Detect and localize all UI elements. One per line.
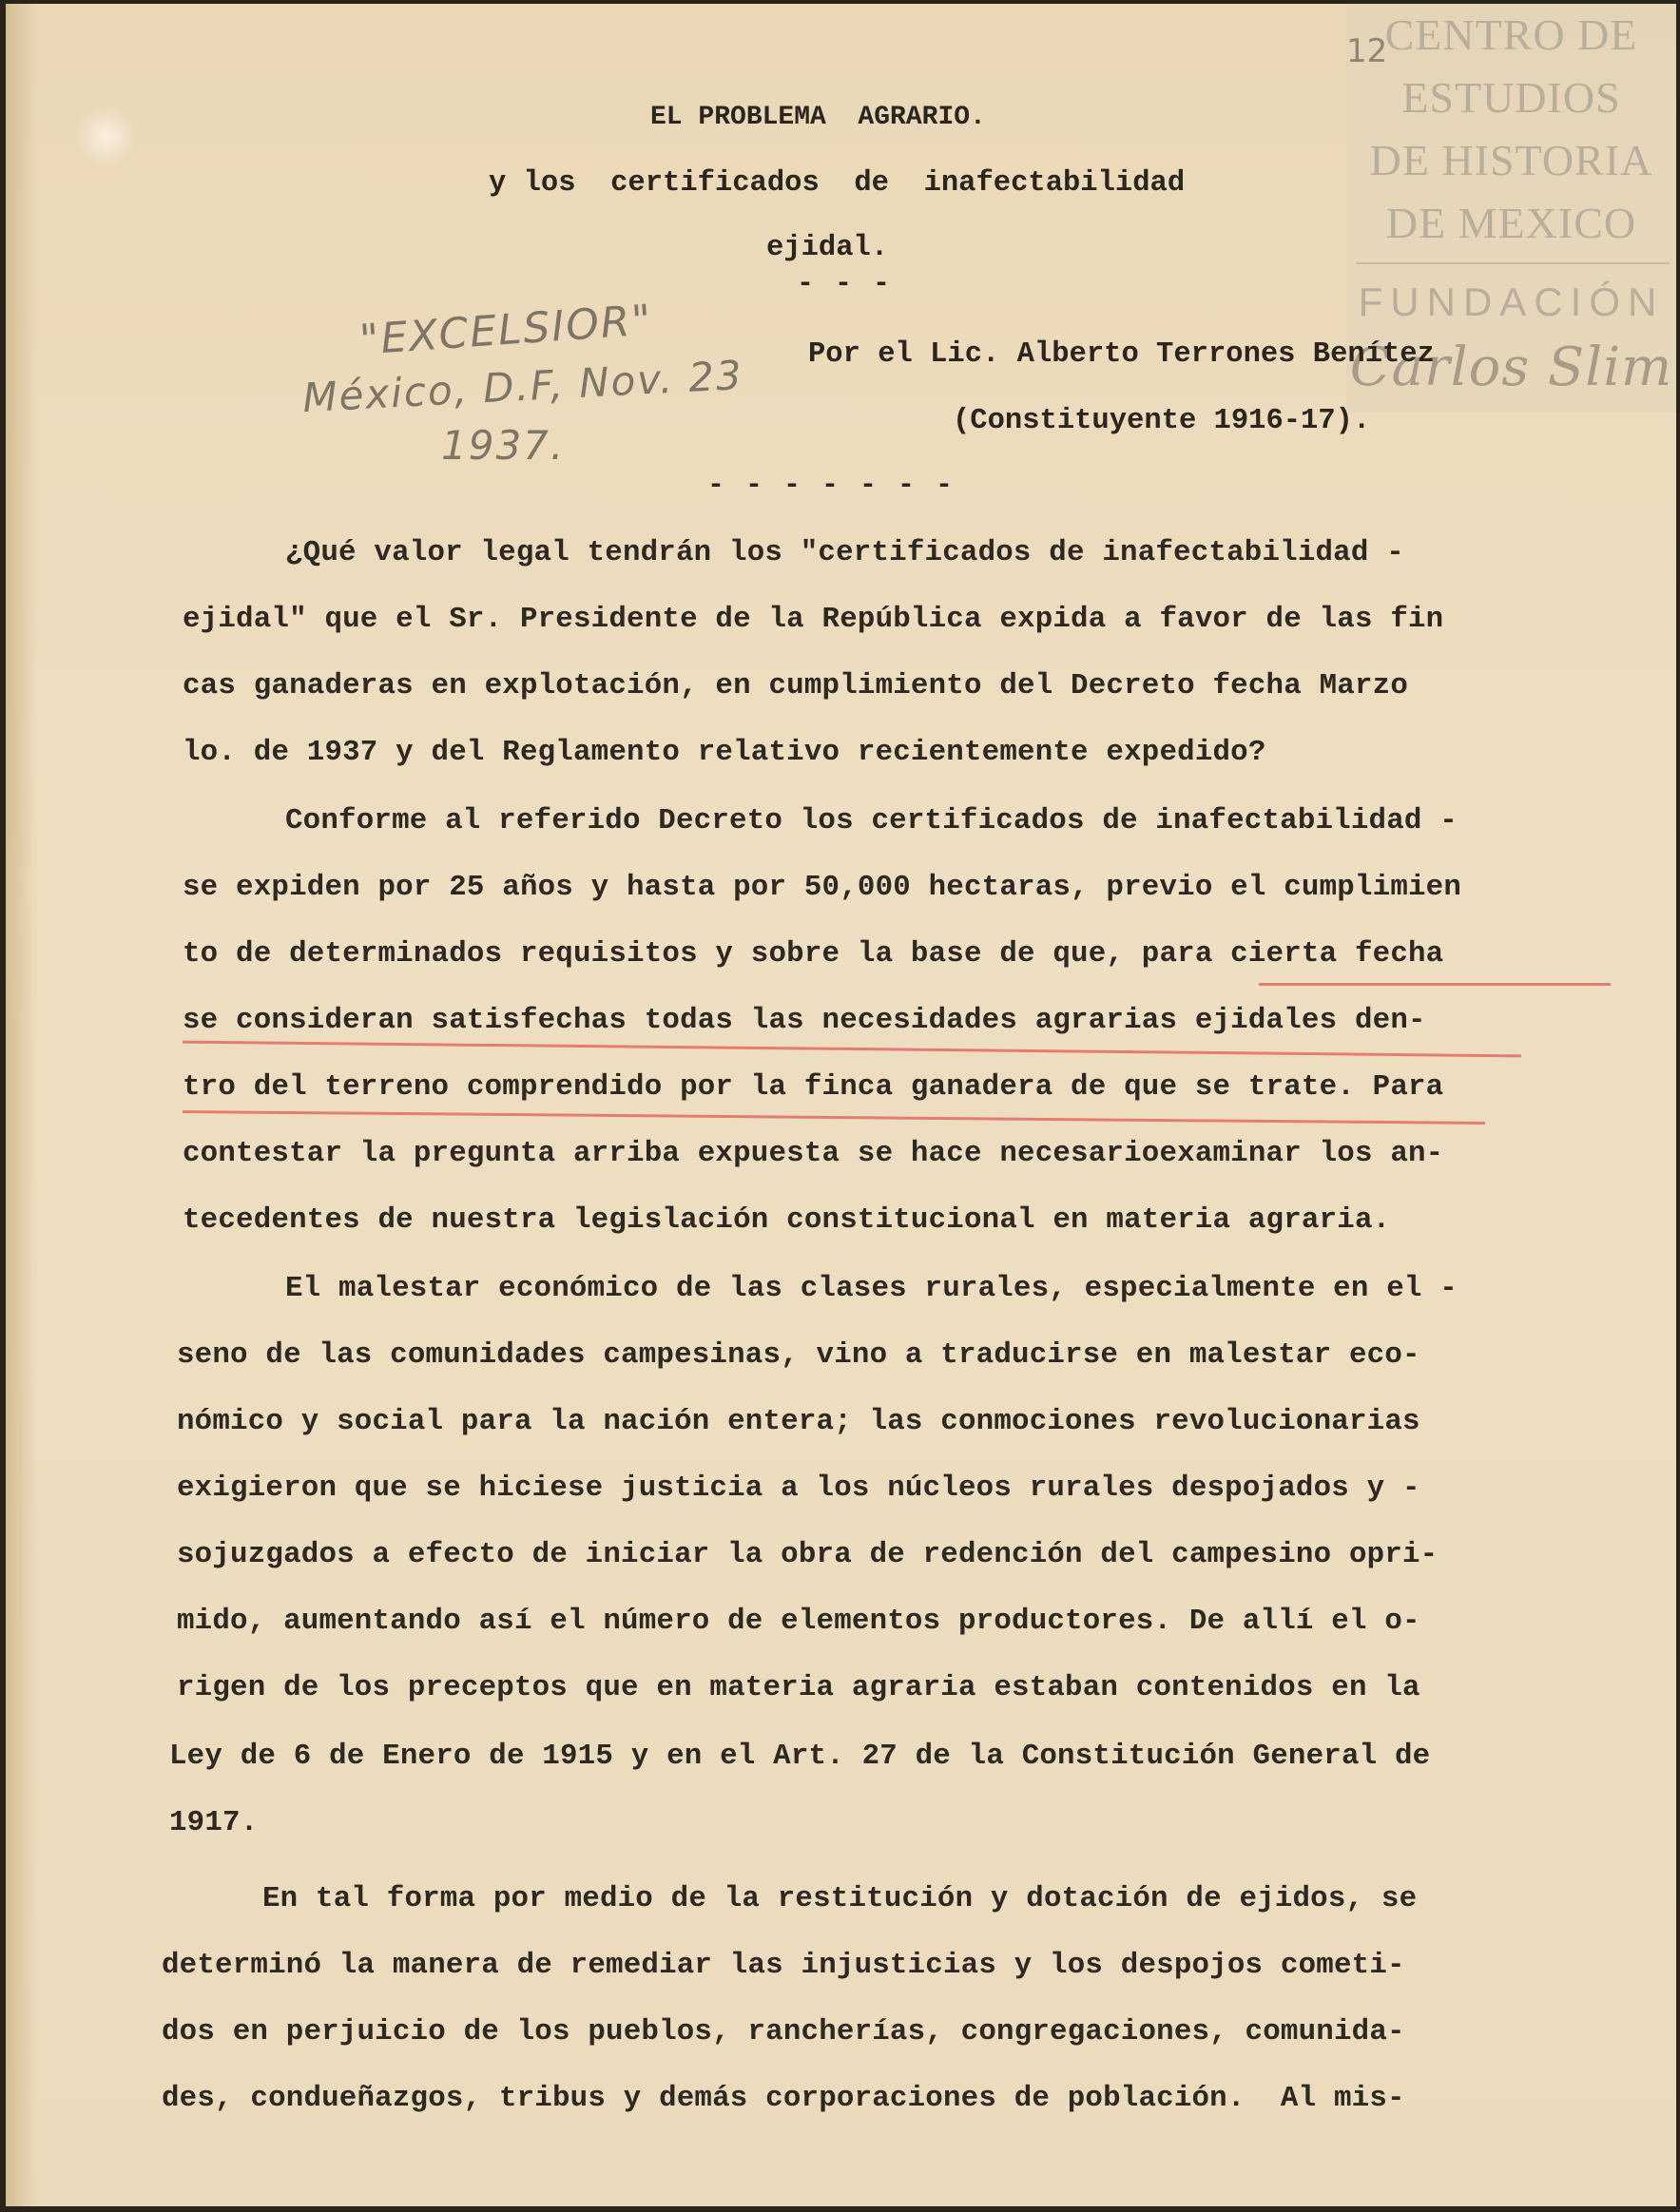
- body-line: seno de las comunidades campesinas, vino a traducirse en malestar eco-: [177, 1338, 1420, 1372]
- title-dash-separator: ---: [797, 268, 912, 300]
- body-line: mido, aumentando así el número de elementos productores. De allí el o-: [177, 1605, 1420, 1638]
- body-line: En tal forma por medio de la restitución y dotación de ejidos, se: [262, 1882, 1418, 1915]
- body-line: se expiden por 25 años y hasta por 50,000 hectaras, previo el cumplimien: [183, 871, 1462, 904]
- body-line: exigieron que se hiciese justicia a los núcleos rurales despojados y -: [177, 1471, 1420, 1505]
- body-line: des, condueñazgos, tribus y demás corporaciones de población. Al mis-: [162, 2082, 1405, 2115]
- body-line: determinó la manera de remediar las injusticias y los despojos cometi-: [162, 1949, 1405, 1982]
- body-line: ¿Qué valor legal tendrán los "certificados de inafectabilidad -: [285, 536, 1404, 569]
- document-page: [6, 4, 1676, 2206]
- body-line: lo. de 1937 y del Reglamento relativo recientemente expedido?: [183, 736, 1266, 769]
- body-line: Conforme al referido Decreto los certificados de inafectabilidad -: [285, 804, 1458, 837]
- watermark-signature: Carlos Slim: [1349, 337, 1673, 398]
- watermark-foundation: FUNDACIÓN: [1358, 279, 1665, 324]
- paper-stain: [72, 108, 139, 165]
- handwritten-newspaper: "EXCELSIOR": [357, 296, 655, 365]
- body-line: tro del terreno comprendido por la finca ganadera de que se trate. Para: [183, 1070, 1444, 1104]
- handwritten-place-date: México, D.F, Nov. 23: [301, 351, 744, 422]
- body-line: rigen de los preceptos que en materia agraria estaban contenidos en la: [177, 1671, 1420, 1704]
- red-underline: [183, 1110, 1485, 1125]
- author-note: (Constituyente 1916-17).: [953, 405, 1371, 437]
- body-line: El malestar económico de las clases rurales, especialmente en el -: [285, 1272, 1458, 1305]
- watermark-line-4: DE MEXICO: [1385, 199, 1637, 247]
- body-line: se consideran satisfechas todas las necesidades agrarias ejidales den-: [183, 1004, 1426, 1037]
- red-underline: [183, 1041, 1521, 1058]
- title-line-3: ejidal.: [766, 232, 889, 264]
- watermark-divider: [1356, 262, 1670, 264]
- header-dash-separator: -------: [707, 470, 975, 502]
- body-line: sojuzgados a efecto de iniciar la obra de redención del campesino opri-: [177, 1538, 1439, 1571]
- body-line: to de determinados requisitos y sobre la base de que, para cierta fecha: [183, 937, 1444, 971]
- body-line: ejidal" que el Sr. Presidente de la República expida a favor de las fin: [183, 603, 1444, 636]
- page-number-handwritten: 12: [1346, 32, 1388, 70]
- body-line: dos en perjuicio de los pueblos, rancherías, congregaciones, comunida-: [162, 2015, 1405, 2049]
- body-line: tecedentes de nuestra legislación constitucional en materia agraria.: [183, 1203, 1391, 1237]
- watermark-line-3: DE HISTORIA: [1369, 136, 1653, 184]
- body-line: nómico y social para la nación entera; las conmociones revolucionarias: [177, 1405, 1420, 1438]
- author-line: Por el Lic. Alberto Terrones Benítez: [808, 338, 1435, 371]
- handwritten-year: 1937.: [441, 422, 566, 469]
- body-line: Ley de 6 de Enero de 1915 y en el Art. 27 de la Constitución General de: [169, 1740, 1431, 1773]
- body-line: contestar la pregunta arriba expuesta se hace necesarioexaminar los an-: [183, 1137, 1444, 1170]
- paper-edge-shadow: [6, 4, 38, 2206]
- body-line: 1917.: [169, 1806, 259, 1839]
- watermark-line-2: ESTUDIOS: [1401, 73, 1621, 122]
- red-underline: [1259, 983, 1611, 986]
- watermark-line-1: CENTRO DE: [1384, 10, 1638, 59]
- title-line-2: y los certificados de inafectabilidad: [489, 167, 1186, 200]
- body-line: cas ganaderas en explotación, en cumplimiento del Decreto fecha Marzo: [183, 669, 1408, 702]
- title-line-1: EL PROBLEMA AGRARIO.: [650, 103, 986, 132]
